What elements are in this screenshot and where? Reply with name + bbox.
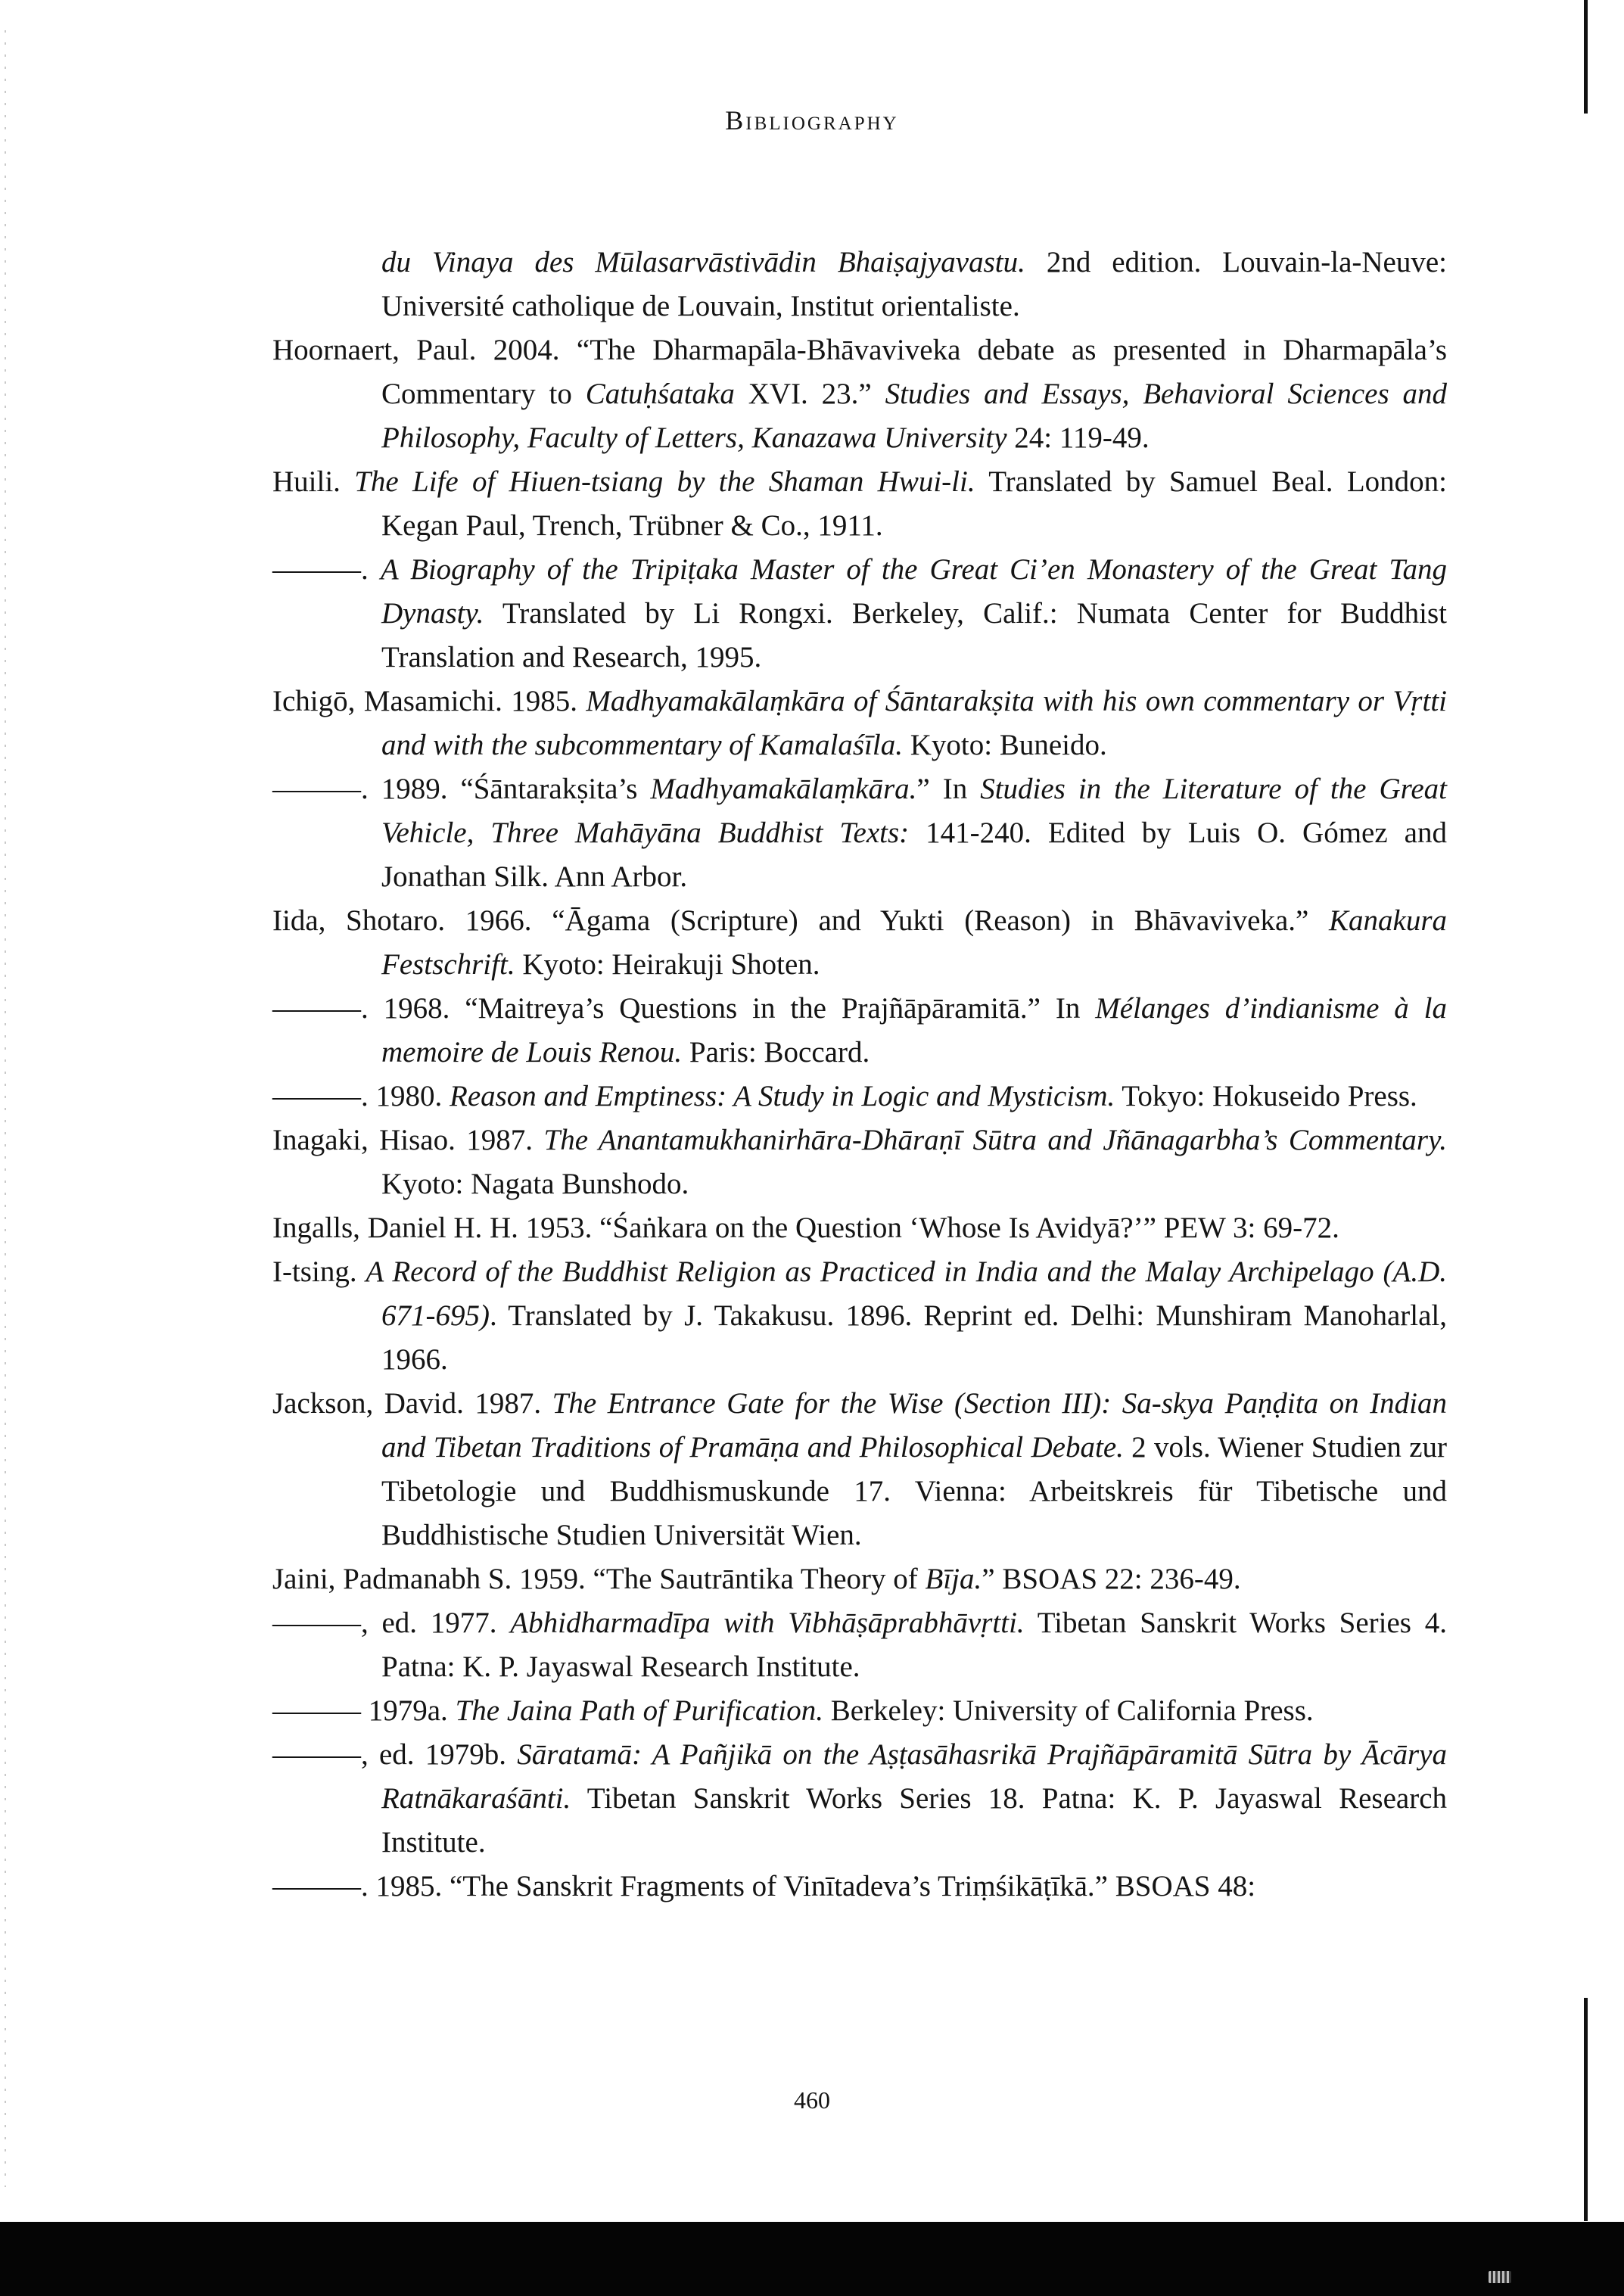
- bib-entry: [272, 1865, 1447, 1909]
- italic-title: Sāratamā: A Pañjikā on the Aṣṭasāhasrikā Prajñāpāramitā Sūtra by Ācārya Ratnākaraśānti.: [381, 1738, 1447, 1815]
- entry-text: ———. 1968. “Maitreya’s Questions in the Prajñāpāramitā.” In: [272, 992, 1096, 1025]
- entry-text: ———, ed. 1979b.: [272, 1738, 518, 1771]
- italic-title: A Record of the Buddhist Religion as Practiced in India and the Malay Archipelago (A.D. 671-695): [366, 1255, 1447, 1332]
- scan-bottom-band: [0, 2222, 1624, 2296]
- entry-text: Huili.: [272, 465, 355, 498]
- italic-title: A Biography of the Tripiṭaka Master of the Great Ci’en Monastery of the Great Tang Dynasty.: [380, 553, 1448, 630]
- italic-title: Madhyamakālaṃkāra.: [650, 773, 917, 805]
- entry-text: I-tsing.: [272, 1255, 366, 1288]
- bib-entry: [272, 460, 1447, 548]
- entry-text: Berkeley: University of California Press.: [823, 1694, 1314, 1727]
- entry-text: Tibetan Sanskrit Works Series 4. Patna: K. P. Jayaswal Research Institute.: [381, 1607, 1447, 1683]
- italic-title: Studies and Essays, Behavioral Sciences and Philosophy, Faculty of Letters, Kanazawa University: [381, 378, 1447, 454]
- italic-title: du Vinaya des Mūlasarvāstivādin Bhaiṣajyavastu.: [381, 246, 1025, 278]
- page-number: 460: [794, 2086, 830, 2114]
- italic-title: Catuḥśataka: [585, 378, 735, 410]
- bib-entry: [272, 241, 1447, 328]
- italic-title: Mélanges d’indianisme à la memoire de Louis Renou.: [381, 992, 1447, 1069]
- bib-entry: [272, 1557, 1447, 1601]
- entry-text: 2 vols. Wiener Studien zur Tibetologie und Buddhismuskunde 17. Vienna: Arbeitskreis für Tibetische und Buddhistische Studien Universität Wien.: [381, 1431, 1447, 1551]
- bib-entry: [272, 1118, 1447, 1206]
- entry-text: 24: 119-49.: [1006, 422, 1150, 454]
- entry-text: ———. 1989. “Śāntarakṣita’s: [272, 773, 651, 805]
- entry-text: Hoornaert, Paul. 2004. “The Dharmapāla-Bhāvaviveka debate as presented in Dharmapāla’s Commentary to: [272, 334, 1447, 410]
- entry-text: XVI. 23.”: [734, 378, 885, 410]
- entry-text: Kyoto: Heirakuji Shoten.: [515, 948, 820, 981]
- bib-entry: [272, 680, 1447, 767]
- scanner-mark-icon: [1489, 2271, 1511, 2283]
- entry-text: Inagaki, Hisao. 1987.: [272, 1124, 544, 1156]
- entry-text: ———. 1985. “The Sanskrit Fragments of Vinītadeva’s Triṃśikāṭīkā.” BSOAS 48:: [272, 1870, 1256, 1902]
- entry-text: ” BSOAS 22: 236-49.: [982, 1563, 1241, 1595]
- entry-text: Kyoto: Buneido.: [902, 729, 1107, 761]
- italic-title: The Entrance Gate for the Wise (Section III): Sa-skya Paṇḍita on Indian and Tibetan Traditions of Pramāṇa and Philosophical Debate.: [381, 1387, 1447, 1464]
- bib-entry: [272, 1206, 1447, 1250]
- running-header: Bibliography: [725, 105, 899, 135]
- bib-entry: [272, 1250, 1447, 1382]
- entry-text: . Translated by J. Takakusu. 1896. Reprint ed. Delhi: Munshiram Manoharlal, 1966.: [381, 1299, 1447, 1376]
- entry-text: Ingalls, Daniel H. H. 1953. “Śaṅkara on the Question ‘Whose Is Avidyā?’” PEW 3: 69-72.: [272, 1212, 1339, 1244]
- italic-title: The Life of Hiuen-tsiang by the Shaman Hwui-li.: [354, 465, 975, 498]
- italic-title: Madhyamakālaṃkāra of Śāntarakṣita with his own commentary or Vṛtti and with the subcommentary of Kamalaśīla.: [381, 685, 1447, 761]
- bib-entry: [272, 1689, 1447, 1733]
- bib-entry: [272, 1601, 1447, 1689]
- entry-text: ” In: [916, 773, 981, 805]
- entry-text: Jaini, Padmanabh S. 1959. “The Sautrāntika Theory of: [272, 1563, 926, 1595]
- scan-edge-right-top: [1584, 0, 1588, 114]
- italic-title: Abhidharmadīpa with Vibhāṣāprabhāvṛtti.: [510, 1607, 1025, 1639]
- entry-text: Translated by Samuel Beal. London: Kegan Paul, Trench, Trübner & Co., 1911.: [381, 465, 1448, 542]
- italic-title: The Jaina Path of Purification.: [455, 1694, 823, 1727]
- bib-entry: [272, 767, 1447, 899]
- entry-text: 141-240. Edited by Luis O. Gómez and Jonathan Silk. Ann Arbor.: [381, 817, 1447, 893]
- bib-entry: [272, 1733, 1447, 1865]
- entry-text: ———, ed. 1977.: [272, 1607, 511, 1639]
- bib-entry: [272, 1075, 1447, 1118]
- italic-title: Bīja.: [925, 1563, 982, 1595]
- entry-text: Jackson, David. 1987.: [272, 1387, 552, 1420]
- italic-title: Kanakura Festschrift.: [381, 904, 1447, 981]
- entry-text: Paris: Boccard.: [682, 1036, 870, 1069]
- entry-text: 2nd edition. Louvain-la-Neuve: Université catholique de Louvain, Institut orientaliste.: [381, 246, 1447, 322]
- bibliography-list: [272, 241, 1447, 1909]
- entry-text: Iida, Shotaro. 1966. “Āgama (Scripture) and Yukti (Reason) in Bhāvaviveka.”: [272, 904, 1329, 937]
- entry-text: Tibetan Sanskrit Works Series 18. Patna: K. P. Jayaswal Research Institute.: [381, 1782, 1447, 1859]
- entry-text: Tokyo: Hokuseido Press.: [1115, 1080, 1417, 1112]
- bib-entry: [272, 1382, 1447, 1557]
- entry-text: ———. 1980.: [272, 1080, 450, 1112]
- bib-entry: [272, 899, 1447, 987]
- entry-text: Ichigō, Masamichi. 1985.: [272, 685, 586, 717]
- italic-title: The Anantamukhanirhāra-Dhāraṇī Sūtra and Jñānagarbha’s Commentary.: [543, 1124, 1447, 1156]
- scan-edge-left: [5, 30, 6, 2187]
- bib-entry: [272, 328, 1447, 460]
- entry-text: ———.: [272, 553, 381, 586]
- italic-title: Studies in the Literature of the Great Vehicle, Three Mahāyāna Buddhist Texts:: [381, 773, 1447, 849]
- entry-text: Translated by Li Rongxi. Berkeley, Calif.: Numata Center for Buddhist Translation and Research, 1995.: [381, 597, 1447, 674]
- bib-entry: [272, 987, 1447, 1075]
- entry-text: Kyoto: Nagata Bunshodo.: [381, 1168, 689, 1200]
- italic-title: Reason and Emptiness: A Study in Logic and Mysticism.: [450, 1080, 1115, 1112]
- entry-text: ——— 1979a.: [272, 1694, 456, 1727]
- bib-entry: [272, 548, 1447, 680]
